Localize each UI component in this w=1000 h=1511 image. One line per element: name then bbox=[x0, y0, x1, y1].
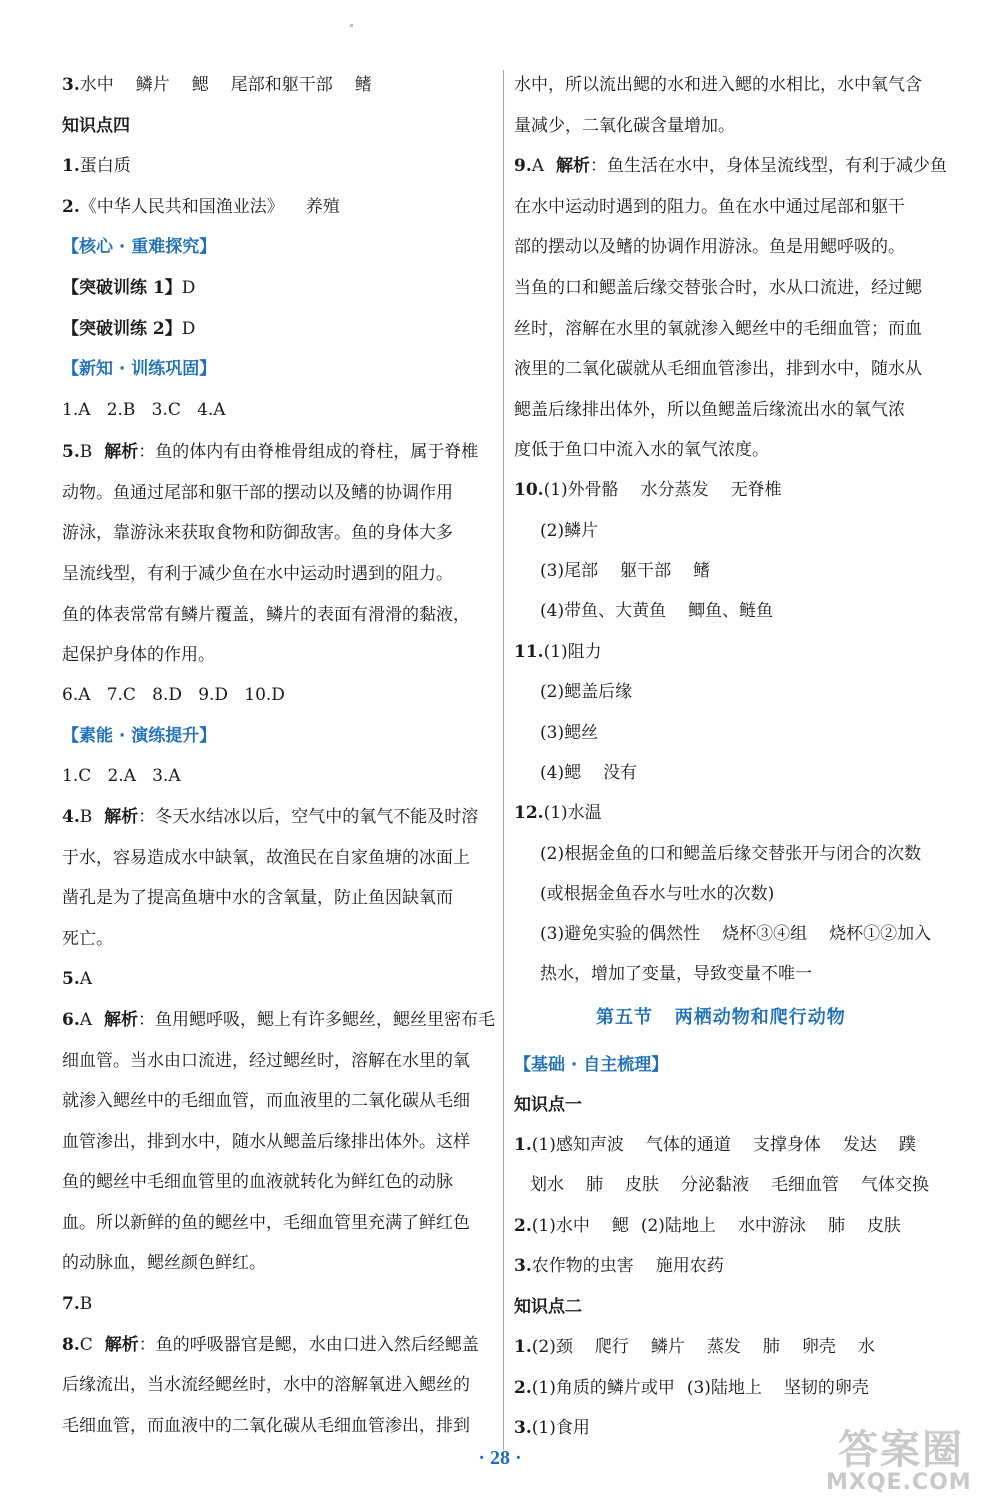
section-heading-skill: 【素能 · 演练提升】 bbox=[62, 726, 217, 746]
text-line: 动物。鱼通过尾部和躯干部的摆动以及鳍的协调作用 bbox=[62, 483, 453, 503]
answer-line: (2)鳃盖后缘 bbox=[540, 682, 633, 702]
text-line: 的动脉血，鳃丝颜色鲜红。 bbox=[62, 1253, 266, 1273]
text-line: 鱼的鳃丝中毛细血管里的血液就转化为鲜红色的动脉 bbox=[62, 1172, 453, 1192]
text-line: 热水，增加了变量，导致变量不唯一 bbox=[540, 964, 812, 984]
text-line: 部的摆动以及鳍的协调作用游泳。鱼是用鳃呼吸的。 bbox=[514, 237, 905, 257]
answer-line: 【突破训练 1】D bbox=[62, 278, 196, 298]
text-line: 死亡。 bbox=[62, 929, 113, 949]
text-line: 鱼的体表常常有鳞片覆盖，鳞片的表面有滑滑的黏液， bbox=[62, 605, 470, 625]
answer-line: 2.(1)角质的鳞片或甲 (3)陆地上 坚韧的卵壳 bbox=[514, 1378, 869, 1398]
answer-line: 2.(1)水中 鳃 (2)陆地上 水中游泳 肺 皮肤 bbox=[514, 1216, 901, 1236]
page-number: · 28 · bbox=[478, 1447, 522, 1469]
answer-line: 6.A 7.C 8.D 9.D 10.D bbox=[62, 685, 285, 705]
section-heading-base: 【基础 · 自主梳理】 bbox=[514, 1055, 669, 1075]
column-divider bbox=[503, 70, 504, 1450]
text-line: 于水，容易造成水中缺氧，故渔民在自家鱼塘的冰面上 bbox=[62, 848, 470, 868]
text-line: 液里的二氧化碳就从毛细血管渗出，排到水中，随水从 bbox=[514, 359, 922, 379]
knowledge-point-heading: 知识点四 bbox=[62, 116, 130, 136]
answer-line: (4)带鱼、大黄鱼 鲫鱼、鲢鱼 bbox=[540, 601, 774, 621]
answer-line: 10.(1)外骨骼 水分蒸发 无脊椎 bbox=[514, 480, 782, 500]
section-title: 第五节 两栖动物和爬行动物 bbox=[596, 1007, 846, 1028]
knowledge-point-heading: 知识点一 bbox=[514, 1095, 582, 1115]
answer-line: 6.A 解析：鱼用鳃呼吸，鳃上有许多鳃丝，鳃丝里密布毛 bbox=[62, 1010, 496, 1030]
answer-line: 5.B 解析：鱼的体内有由脊椎骨组成的脊柱，属于脊椎 bbox=[62, 442, 479, 462]
text-line: 度低于鱼口中流入水的氧气浓度。 bbox=[514, 440, 769, 460]
answer-line: (2)根据金鱼的口和鳃盖后缘交替张开与闭合的次数 bbox=[540, 844, 922, 864]
text-line: 鳃盖后缘排出体外，所以鱼鳃盖后缘流出水的氧气浓 bbox=[514, 400, 905, 420]
answer-line: 5.A bbox=[62, 969, 93, 989]
answer-line: 1.A 2.B 3.C 4.A bbox=[62, 400, 226, 420]
text-line: 起保护身体的作用。 bbox=[62, 645, 215, 665]
text-line: 细血管。当水由口流进，经过鳃丝时，溶解在水里的氧 bbox=[62, 1051, 470, 1071]
answer-line: 4.B 解析：冬天水结冰以后，空气中的氧气不能及时溶 bbox=[62, 807, 479, 827]
answer-line: (4)鳃 没有 bbox=[540, 763, 638, 783]
answer-line: (3)鳃丝 bbox=[540, 723, 599, 743]
answer-line: 2.《中华人民共和国渔业法》 养殖 bbox=[62, 197, 340, 217]
watermark-url: MXQE.COM bbox=[826, 1470, 972, 1495]
text-line: 后缘流出，当水流经鳃丝时，水中的溶解氧进入鳃丝的 bbox=[62, 1375, 470, 1395]
text-line: 当鱼的口和鳃盖后缘交替张合时，水从口流进，经过鳃 bbox=[514, 278, 922, 298]
answer-line: (3)避免实验的偶然性 烧杯③④组 烧杯①②加入 bbox=[540, 924, 932, 944]
watermark-logo bbox=[808, 1418, 988, 1500]
section-heading-core: 【核心 · 重难探究】 bbox=[62, 237, 217, 257]
answer-line: (3)尾部 躯干部 鳍 bbox=[540, 561, 711, 581]
text-line: 就渗入鳃丝中的毛细血管，而血液里的二氧化碳从毛细 bbox=[62, 1091, 470, 1111]
answer-line: 9.A 解析：鱼生活在水中，身体呈流线型，有利于减少鱼 bbox=[514, 156, 948, 176]
answer-line: (2)鳞片 bbox=[540, 521, 599, 541]
text-line: 血管渗出，排到水中，随水从鳃盖后缘排出体外。这样 bbox=[62, 1132, 470, 1152]
watermark-text: 答案圈 bbox=[838, 1427, 964, 1473]
text-line: 毛细血管，而血液中的二氧化碳从毛细血管渗出，排到 bbox=[62, 1416, 470, 1436]
answer-line: 3.农作物的虫害 施用农药 bbox=[514, 1256, 724, 1276]
answer-line: 1.(1)感知声波 气体的通道 支撑身体 发达 蹼 bbox=[514, 1135, 916, 1155]
answer-line: 1.蛋白质 bbox=[62, 156, 131, 176]
answer-line: 8.C 解析：鱼的呼吸器官是鳃，水由口进入然后经鳃盖 bbox=[62, 1335, 479, 1355]
text-line: 游泳，靠游泳来获取食物和防御敌害。鱼的身体大多 bbox=[62, 523, 453, 543]
scan-speck bbox=[350, 24, 353, 27]
answer-line: 11.(1)阻力 bbox=[514, 642, 602, 662]
answer-line: 3.(1)食用 bbox=[514, 1418, 590, 1438]
answer-line: 划水 肺 皮肤 分泌黏液 毛细血管 气体交换 bbox=[530, 1175, 929, 1195]
answer-line: 7.B bbox=[62, 1294, 93, 1314]
text-line: 丝时，溶解在水里的氧就渗入鳃丝中的毛细血管；而血 bbox=[514, 319, 922, 339]
answer-line: 12.(1)水温 bbox=[514, 803, 602, 823]
answer-line: (或根据金鱼吞水与吐水的次数) bbox=[540, 884, 775, 904]
text-line: 凿孔是为了提高鱼塘中水的含氧量，防止鱼因缺氧而 bbox=[62, 888, 453, 908]
text-line: 呈流线型，有利于减少鱼在水中运动时遇到的阻力。 bbox=[62, 564, 453, 584]
text-line: 血。所以新鲜的鱼的鳃丝中，毛细血管里充满了鲜红色 bbox=[62, 1213, 470, 1233]
section-heading-new: 【新知 · 训练巩固】 bbox=[62, 359, 217, 379]
text-line: 量减少，二氧化碳含量增加。 bbox=[514, 116, 735, 136]
text-line: 在水中运动时遇到的阻力。鱼在水中通过尾部和躯干 bbox=[514, 197, 905, 217]
text-line: 水中，所以流出鳃的水和进入鳃的水相比，水中氧气含 bbox=[514, 75, 922, 95]
answer-line: 1.(2)颈 爬行 鳞片 蒸发 肺 卵壳 水 bbox=[514, 1337, 875, 1357]
answer-line: 1.C 2.A 3.A bbox=[62, 766, 181, 786]
knowledge-point-heading: 知识点二 bbox=[514, 1297, 582, 1317]
answer-line: 【突破训练 2】D bbox=[62, 319, 196, 339]
answer-line: 3.水中 鳞片 鳃 尾部和躯干部 鳍 bbox=[62, 75, 372, 95]
